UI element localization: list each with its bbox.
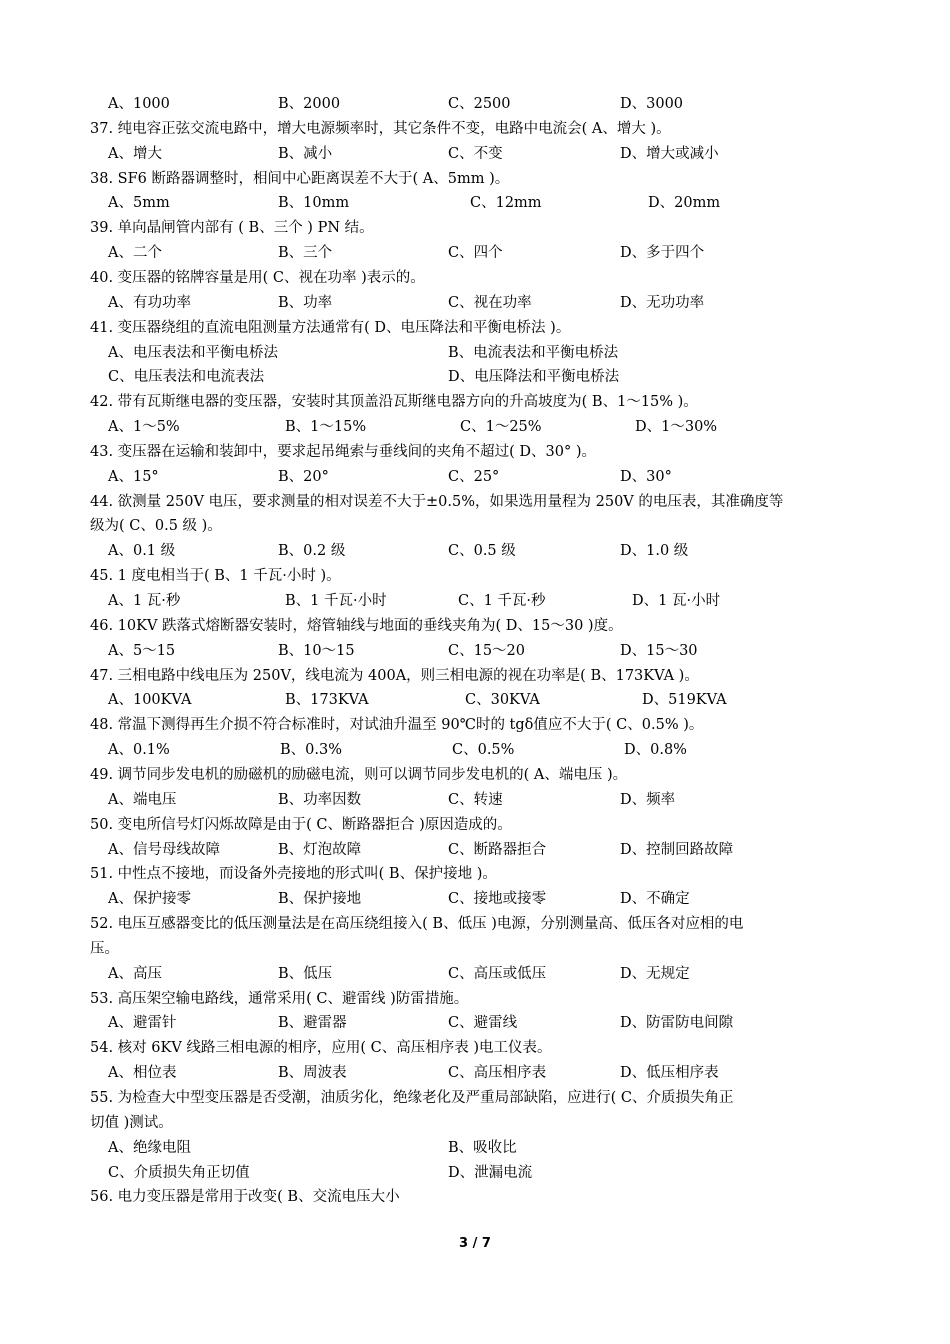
answer-option: C、四个 bbox=[448, 245, 503, 261]
answer-option: A、1000 bbox=[108, 96, 170, 112]
answer-option: D、1 瓦·小时 bbox=[632, 593, 721, 609]
question-text: 47. 三相电路中线电压为 250V，线电流为 400A，则三相电源的视在功率是( B、173KVA )。 bbox=[90, 668, 699, 684]
answer-option: B、173KVA bbox=[285, 692, 369, 708]
answer-option: D、1～30% bbox=[635, 419, 718, 435]
question-text: 41. 变压器绕组的直流电阻测量方法通常有( D、电压降法和平衡电桥法 )。 bbox=[90, 320, 571, 336]
answer-option: D、电压降法和平衡电桥法 bbox=[448, 369, 620, 385]
question-text: 50. 变电所信号灯闪烁故障是由于( C、断路器拒合 )原因造成的。 bbox=[90, 817, 512, 833]
answer-option: D、多于四个 bbox=[620, 245, 705, 261]
answer-option: A、1～5% bbox=[108, 419, 180, 435]
answer-option: C、介质损失角正切值 bbox=[108, 1165, 250, 1181]
answer-option: D、无规定 bbox=[620, 966, 690, 982]
answer-option: C、0.5% bbox=[452, 742, 515, 758]
answer-option: C、1～25% bbox=[460, 419, 542, 435]
answer-option: A、电压表法和平衡电桥法 bbox=[108, 345, 278, 361]
answer-option: C、12mm bbox=[470, 195, 542, 211]
answer-option: D、增大或减小 bbox=[620, 146, 719, 162]
question-text: 38. SF6 断路器调整时，相间中心距离误差不大于( A、5mm )。 bbox=[90, 171, 510, 187]
question-text: 56. 电力变压器是常用于改变( B、交流电压大小 bbox=[90, 1189, 400, 1205]
answer-option: C、1 千瓦·秒 bbox=[458, 593, 546, 609]
question-text: 54. 核对 6KV 线路三相电源的相序，应用( C、高压相序表 )电工仪表。 bbox=[90, 1040, 552, 1056]
answer-option: A、5mm bbox=[108, 195, 170, 211]
answer-option: A、100KVA bbox=[108, 692, 192, 708]
question-text: 44. 欲测量 250V 电压，要求测量的相对误差不大于±0.5%，如果选用量程为 250V 的电压表，其准确度等 bbox=[90, 494, 784, 510]
answer-option: D、519KVA bbox=[642, 692, 727, 708]
answer-option: A、有功功率 bbox=[108, 295, 191, 311]
answer-option: A、端电压 bbox=[108, 792, 177, 808]
answer-option: B、10～15 bbox=[278, 643, 355, 659]
question-text: 45. 1 度电相当于( B、1 千瓦·小时 )。 bbox=[90, 568, 341, 584]
answer-option: B、20° bbox=[278, 469, 329, 485]
question-text: 48. 常温下测得再生介损不符合标准时，对试油升温至 90℃时的 tgδ值应不大于( C、0.5% )。 bbox=[90, 717, 704, 733]
question-text: 55. 为检查大中型变压器是否受潮，油质劣化，绝缘老化及严重局部缺陷，应进行( C、介质损失角正 bbox=[90, 1090, 734, 1106]
answer-option: D、30° bbox=[620, 469, 672, 485]
answer-option: B、低压 bbox=[278, 966, 333, 982]
answer-option: D、防雷防电间隙 bbox=[620, 1015, 734, 1031]
answer-option: B、保护接地 bbox=[278, 891, 362, 907]
answer-option: A、相位表 bbox=[108, 1065, 177, 1081]
question-text: 40. 变压器的铭牌容量是用( C、视在功率 )表示的。 bbox=[90, 270, 425, 286]
answer-option: B、0.3% bbox=[280, 742, 342, 758]
question-text: 52. 电压互感器变比的低压测量法是在高压绕组接入( B、低压 )电源，分别测量高、低压各对应相的电 bbox=[90, 916, 744, 932]
answer-option: A、高压 bbox=[108, 966, 162, 982]
question-text: 51. 中性点不接地，而设备外壳接地的形式叫( B、保护接地 )。 bbox=[90, 866, 497, 882]
answer-option: C、避雷线 bbox=[448, 1015, 518, 1031]
answer-option: C、2500 bbox=[448, 96, 511, 112]
answer-option: B、减小 bbox=[278, 146, 333, 162]
answer-option: B、三个 bbox=[278, 245, 333, 261]
answer-option: A、0.1% bbox=[108, 742, 170, 758]
question-text: 53. 高压架空输电路线，通常采用( C、避雷线 )防雷措施。 bbox=[90, 991, 469, 1007]
answer-option: D、控制回路故障 bbox=[620, 842, 734, 858]
answer-option: B、电流表法和平衡电桥法 bbox=[448, 345, 619, 361]
answer-option: B、功率 bbox=[278, 295, 333, 311]
question-text: 压。 bbox=[90, 941, 119, 957]
question-text: 37. 纯电容正弦交流电路中，增大电源频率时，其它条件不变，电路中电流会( A、增大 )。 bbox=[90, 121, 671, 137]
answer-option: A、信号母线故障 bbox=[108, 842, 220, 858]
answer-option: A、5～15 bbox=[108, 643, 176, 659]
question-text: 39. 单向晶闸管内部有 ( B、三个 ) PN 结。 bbox=[90, 220, 374, 236]
question-text: 43. 变压器在运输和装卸中，要求起吊绳索与垂线间的夹角不超过( D、30° )。 bbox=[90, 444, 597, 460]
answer-option: A、0.1 级 bbox=[108, 543, 176, 559]
answer-option: D、0.8% bbox=[624, 742, 687, 758]
answer-option: A、1 瓦·秒 bbox=[108, 593, 181, 609]
question-text: 切值 )测试。 bbox=[90, 1115, 173, 1131]
answer-option: C、25° bbox=[448, 469, 500, 485]
answer-option: A、绝缘电阻 bbox=[108, 1140, 191, 1156]
answer-option: B、0.2 级 bbox=[278, 543, 346, 559]
answer-option: C、15～20 bbox=[448, 643, 525, 659]
answer-option: B、10mm bbox=[278, 195, 350, 211]
answer-option: B、吸收比 bbox=[448, 1140, 517, 1156]
answer-option: C、视在功率 bbox=[448, 295, 532, 311]
answer-option: D、无功功率 bbox=[620, 295, 705, 311]
answer-option: C、高压或低压 bbox=[448, 966, 547, 982]
answer-option: C、30KVA bbox=[465, 692, 540, 708]
answer-option: B、周波表 bbox=[278, 1065, 347, 1081]
answer-option: C、断路器拒合 bbox=[448, 842, 547, 858]
answer-option: C、转速 bbox=[448, 792, 503, 808]
answer-option: D、不确定 bbox=[620, 891, 690, 907]
answer-option: A、保护接零 bbox=[108, 891, 191, 907]
page-number: 3 / 7 bbox=[459, 1236, 491, 1251]
answer-option: B、功率因数 bbox=[278, 792, 362, 808]
answer-option: A、增大 bbox=[108, 146, 162, 162]
answer-option: C、电压表法和电流表法 bbox=[108, 369, 265, 385]
answer-option: A、避雷针 bbox=[108, 1015, 177, 1031]
answer-option: D、3000 bbox=[620, 96, 684, 112]
answer-option: B、2000 bbox=[278, 96, 341, 112]
answer-option: A、15° bbox=[108, 469, 159, 485]
answer-option: B、1～15% bbox=[285, 419, 367, 435]
question-text: 49. 调节同步发电机的励磁机的励磁电流，则可以调节同步发电机的( A、端电压 )。 bbox=[90, 767, 628, 783]
answer-option: B、灯泡故障 bbox=[278, 842, 362, 858]
question-text: 42. 带有瓦斯继电器的变压器，安装时其顶盖沿瓦斯继电器方向的升高坡度为( B、1～15% )。 bbox=[90, 394, 698, 410]
answer-option: D、15～30 bbox=[620, 643, 698, 659]
answer-option: D、20mm bbox=[648, 195, 721, 211]
question-text: 级为( C、0.5 级 )。 bbox=[90, 518, 222, 534]
answer-option: C、接地或接零 bbox=[448, 891, 547, 907]
answer-option: C、高压相序表 bbox=[448, 1065, 547, 1081]
answer-option: D、1.0 级 bbox=[620, 543, 689, 559]
answer-option: C、不变 bbox=[448, 146, 503, 162]
answer-option: B、1 千瓦·小时 bbox=[285, 593, 387, 609]
answer-option: D、频率 bbox=[620, 792, 676, 808]
answer-option: C、0.5 级 bbox=[448, 543, 516, 559]
answer-option: D、低压相序表 bbox=[620, 1065, 719, 1081]
answer-option: A、二个 bbox=[108, 245, 162, 261]
answer-option: D、泄漏电流 bbox=[448, 1165, 533, 1181]
answer-option: B、避雷器 bbox=[278, 1015, 347, 1031]
question-text: 46. 10KV 跌落式熔断器安装时，熔管轴线与地面的垂线夹角为( D、15～30 )度。 bbox=[90, 618, 623, 634]
